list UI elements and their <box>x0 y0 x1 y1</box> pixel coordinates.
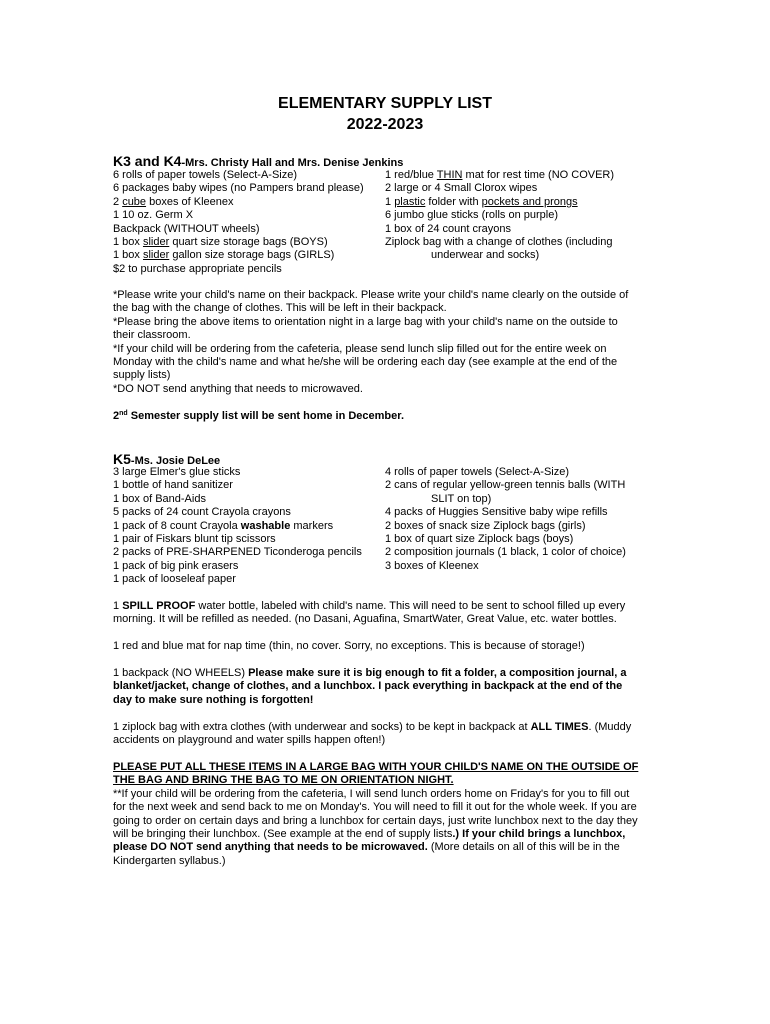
list-item: 3 large Elmer's glue sticks <box>113 466 241 478</box>
k3k4-notes <box>113 289 661 396</box>
list-item: 2 packs of PRE-SHARPENED Ticonderoga pencils <box>113 546 362 559</box>
list-item: 1 pair of Fiskars blunt tip scissors <box>113 532 276 545</box>
list-item: 1 box of 24 count crayons <box>385 222 511 235</box>
list-item: $2 to purchase appropriate pencils <box>113 262 282 275</box>
list-item: 1 plastic folder with pockets and prongs <box>385 195 578 208</box>
list-item: 6 packages baby wipes (no Pampers brand please) <box>113 182 364 195</box>
k3k4-left-list <box>113 169 364 276</box>
note-line: supply lists) <box>113 369 171 382</box>
list-item: 2 cans of regular yellow-green tennis balls (WITH <box>385 479 626 492</box>
semester-note: 2nd Semester supply list will be sent home in December. <box>113 410 405 422</box>
list-item: Ziplock bag with a change of clothes (including <box>385 235 613 248</box>
list-item: SLIT on top) <box>431 492 492 505</box>
list-item: 1 pack of big pink erasers <box>113 559 239 572</box>
document-year: 2022-2023 <box>346 116 424 133</box>
list-item: 6 rolls of paper towels (Select-A-Size) <box>113 169 298 181</box>
note-line: *Please write your child's name on their backpack. Please write your child's name clearly on the outside of <box>113 289 629 301</box>
list-item: 1 pack of 8 count Crayola washable markers <box>113 519 334 532</box>
document-title: ELEMENTARY SUPPLY LIST <box>278 95 492 112</box>
k3k4-right-list <box>385 169 614 263</box>
list-item: 5 packs of 24 count Crayola crayons <box>113 506 291 519</box>
final-instructions-paragraph: PLEASE PUT ALL THESE ITEMS IN A LARGE BAG WITH YOUR CHILD'S NAME ON THE OUTSIDE OF THE BAG AND BRING THE BAG TO ME ON ORIENTATION NIGHT. **If your child will be ordering from the cafeteria, I will send lunch orders home on Friday's for you to fill out for the next week and send back to me on Monday's. You will need to fill it out for the whole week. If you are going to order on certain days and bring a lunchbox for certain days, just write lunchbox next to the day they will be bringing their lunchbox. (See example at the end of supply lists.) If your child brings a lunchbox, please DO NOT send anything that needs to be microwaved. (More details on all of this will be in the Kindergarten syllabus.) <box>113 761 639 867</box>
k3k4-heading-grade: K3 and K4 <box>113 153 182 169</box>
list-item: underwear and socks) <box>431 249 540 262</box>
k5-heading <box>113 451 220 467</box>
list-item: 1 bottle of hand sanitizer <box>113 479 233 492</box>
ziplock-paragraph: 1 ziplock bag with extra clothes (with underwear and socks) to be kept in backpack at ALL TIMES. (Muddy accidents on playground and water spills happen often!) <box>113 721 632 747</box>
list-item: 2 large or 4 Small Clorox wipes <box>385 182 538 195</box>
k5-heading-teacher: -Ms. Josie DeLee <box>130 455 221 467</box>
k3k4-heading <box>113 153 403 169</box>
nap-mat-paragraph: 1 red and blue mat for nap time (thin, no cover. Sorry, no exceptions. This is because of storage!) <box>113 640 585 652</box>
water-bottle-paragraph: 1 SPILL PROOF water bottle, labeled with child's name. This will need to be sent to school filled up every morning. It will be refilled as needed. (no Dasani, Aguafina, SmartWater, Great Value, etc. water bottles. <box>113 600 626 626</box>
k5-left-list <box>113 466 362 587</box>
list-item: 1 pack of looseleaf paper <box>113 573 236 586</box>
backpack-paragraph: 1 backpack (NO WHEELS) Please make sure it is big enough to fit a folder, a composition journal, a blanket/jacket, change of clothes, and a lunchbox. I pack everything in backpack at the end of the day to make sure nothing is forgotten! <box>113 667 627 706</box>
list-item: 1 box slider quart size storage bags (BOYS) <box>113 235 328 248</box>
k3k4-heading-teachers: -Mrs. Christy Hall and Mrs. Denise Jenkins <box>181 157 404 169</box>
note-line: *Please bring the above items to orientation night in a large bag with your child's name on the outside to <box>113 315 618 328</box>
list-item: 2 composition journals (1 black, 1 color of choice) <box>385 546 626 559</box>
list-item: 1 red/blue THIN mat for rest time (NO COVER) <box>385 169 615 181</box>
list-item: 1 10 oz. Germ X <box>113 209 194 222</box>
list-item: 1 box of quart size Ziplock bags (boys) <box>385 532 574 545</box>
note-line: Monday with the child's name and what he/she will be ordering each day (see example at the end of the <box>113 355 618 368</box>
k5-heading-grade: K5 <box>113 451 131 467</box>
note-line: their classroom. <box>113 329 191 342</box>
k5-right-list <box>385 466 626 573</box>
list-item: 2 boxes of snack size Ziplock bags (girls) <box>385 519 586 532</box>
list-item: Backpack (WITHOUT wheels) <box>113 222 260 235</box>
note-line: *DO NOT send anything that needs to microwaved. <box>113 382 363 395</box>
list-item: 3 boxes of Kleenex <box>385 559 479 572</box>
note-line: *If your child will be ordering from the cafeteria, please send lunch slip filled out for the entire week on <box>113 342 607 355</box>
list-item: 1 box of Band-Aids <box>113 492 206 505</box>
list-item: 4 rolls of paper towels (Select-A-Size) <box>385 466 570 478</box>
note-line: the bag with the change of clothes. This will be left in their backpack. <box>113 302 447 315</box>
list-item: 1 box slider gallon size storage bags (GIRLS) <box>113 249 335 262</box>
list-item: 6 jumbo glue sticks (rolls on purple) <box>385 209 559 222</box>
list-item: 4 packs of Huggies Sensitive baby wipe refills <box>385 506 608 519</box>
list-item: 2 cube boxes of Kleenex <box>113 195 234 208</box>
